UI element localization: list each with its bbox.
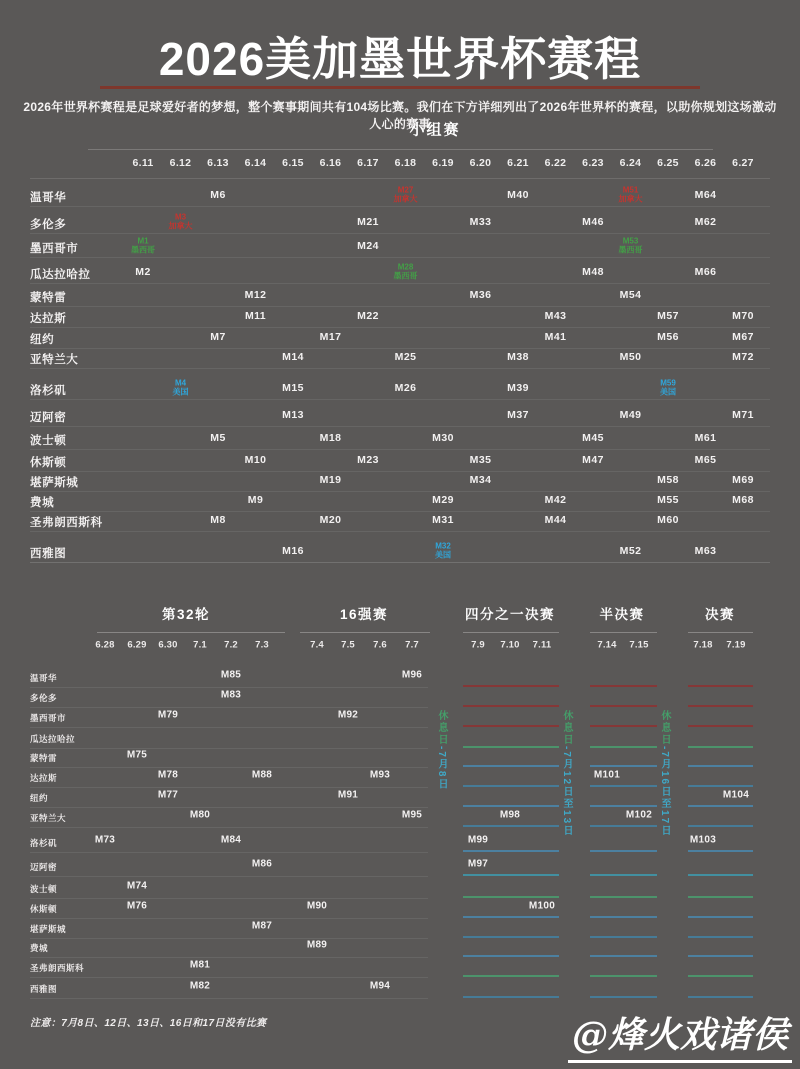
match-number: M32: [435, 541, 451, 551]
match-number: M65: [694, 454, 717, 466]
bracket-slot-line: [590, 955, 657, 957]
match-number: M5: [210, 432, 226, 444]
bracket-slot-line: [688, 805, 753, 807]
match-country-tag: 墨西哥: [618, 245, 643, 254]
date-header: 6.15: [282, 157, 304, 169]
match-number: M26: [394, 382, 417, 394]
match-number: M67: [732, 331, 754, 343]
match-badge: [394, 264, 418, 281]
separator-line: [30, 348, 770, 349]
round-heading: 决赛: [705, 607, 735, 622]
match-number: M39: [507, 382, 529, 394]
match-number: M28: [397, 262, 414, 272]
bracket-slot-line: [590, 805, 657, 807]
match-number: M43: [544, 310, 567, 322]
match-number: M97: [467, 858, 489, 870]
match-number: M95: [401, 809, 423, 821]
bracket-slot-line: [688, 936, 753, 938]
separator-line: [30, 938, 428, 939]
date-header: 7.11: [532, 639, 552, 651]
rest-day-note: [561, 710, 571, 837]
separator-line: [30, 807, 428, 808]
rest-day-tail: -7月12日至13日: [561, 746, 572, 838]
bracket-slot-line: [463, 825, 559, 827]
city-label: 达拉斯: [30, 773, 58, 783]
match-badge: [619, 187, 643, 204]
date-header: 7.18: [693, 639, 713, 651]
city-label: 费城: [30, 943, 49, 953]
match-number: M89: [306, 939, 328, 951]
match-country-tag: 美国: [435, 550, 451, 559]
match-number: M31: [432, 514, 454, 526]
city-label: 墨西哥市: [30, 243, 79, 255]
match-badge: [619, 238, 643, 255]
city-label: 达拉斯: [30, 313, 67, 325]
match-number: M75: [126, 749, 148, 761]
bracket-slot-line: [590, 936, 657, 938]
match-number: M78: [157, 769, 179, 781]
match-number: M50: [619, 351, 642, 363]
date-header: 6.13: [207, 157, 229, 169]
match-number: M94: [369, 980, 391, 992]
date-header: 7.10: [500, 639, 520, 651]
date-header: 6.17: [357, 157, 379, 169]
separator-line: [30, 787, 428, 788]
date-header: 6.11: [132, 157, 154, 169]
date-header: 7.6: [373, 639, 387, 651]
date-header: 7.3: [255, 639, 269, 651]
match-number: M22: [357, 310, 379, 322]
match-number: M13: [282, 409, 304, 421]
match-number: M47: [582, 454, 604, 466]
separator-line: [97, 632, 285, 633]
match-number: M36: [469, 289, 492, 301]
separator-line: [30, 562, 770, 563]
date-header: 6.22: [544, 157, 567, 169]
bracket-slot-line: [688, 955, 753, 957]
bracket-slot-line: [688, 785, 753, 787]
match-number: M98: [499, 809, 521, 821]
match-country-tag: 加拿大: [618, 194, 643, 203]
separator-line: [30, 491, 770, 492]
bracket-slot-line: [463, 916, 559, 918]
rest-day-head: 休息日: [436, 710, 447, 746]
bracket-slot-line: [688, 996, 753, 998]
match-number: M29: [432, 494, 454, 506]
separator-line: [30, 876, 428, 877]
match-number: M61: [694, 432, 717, 444]
city-label: 西雅图: [30, 984, 58, 994]
separator-line: [30, 368, 770, 369]
separator-line: [688, 632, 753, 633]
separator-line: [88, 149, 713, 150]
subtitle: 2026年世界杯赛程是足球爱好者的梦想，整个赛事期间共有104场比赛。我们在下方详细列出了2026年世界杯的赛程，以助你规划这场激动人心的赛事: [23, 100, 777, 131]
match-number: M86: [251, 858, 273, 870]
bracket-slot-line: [688, 975, 753, 977]
match-number: M7: [210, 331, 226, 343]
group-stage-heading: 小组赛: [409, 121, 461, 139]
city-label: 费城: [30, 497, 55, 509]
city-label: 休斯顿: [30, 457, 67, 469]
match-country-tag: 墨西哥: [393, 271, 418, 280]
match-number: M99: [467, 834, 489, 846]
bracket-slot-line: [590, 765, 657, 767]
match-badge: [131, 238, 155, 255]
match-number: M62: [694, 216, 717, 228]
bracket-slot-line: [463, 805, 559, 807]
match-badge: [660, 380, 676, 397]
city-label: 亚特兰大: [30, 354, 79, 366]
city-label: 圣弗朗西斯科: [30, 517, 103, 529]
match-number: M48: [582, 266, 604, 278]
match-badge: [435, 543, 451, 560]
match-number: M76: [126, 900, 148, 912]
city-label: 堪萨斯城: [30, 477, 79, 489]
bracket-slot-line: [688, 874, 753, 876]
match-number: M56: [657, 331, 679, 343]
date-header: 6.14: [244, 157, 267, 169]
rest-day-tail: -7月8日: [436, 746, 447, 791]
match-number: M8: [210, 514, 226, 526]
city-label: 墨西哥市: [30, 713, 67, 723]
city-label: 瓜达拉哈拉: [30, 734, 76, 744]
city-label: 温哥华: [30, 192, 67, 204]
city-label: 多伦多: [30, 219, 67, 231]
city-label: 亚特兰大: [30, 813, 67, 823]
match-number: M71: [732, 409, 754, 421]
match-number: M46: [582, 216, 604, 228]
date-header: 7.1: [193, 639, 207, 651]
page-title: 2026美加墨世界杯赛程: [158, 33, 642, 85]
separator-line: [463, 632, 559, 633]
date-header: 7.14: [597, 639, 617, 651]
separator-line: [30, 426, 770, 427]
date-header: 7.5: [341, 639, 355, 651]
match-number: M4: [174, 378, 187, 388]
city-label: 波士顿: [30, 435, 67, 447]
match-number: M55: [657, 494, 679, 506]
match-number: M15: [282, 382, 304, 394]
date-header: 7.19: [726, 639, 746, 651]
separator-line: [30, 399, 770, 400]
match-number: M90: [306, 900, 328, 912]
match-number: M60: [657, 514, 679, 526]
date-header: 6.18: [394, 157, 417, 169]
match-number: M73: [94, 834, 116, 846]
bracket-slot-line: [463, 874, 559, 876]
match-number: M80: [189, 809, 211, 821]
bracket-slot-line: [688, 916, 753, 918]
title-underline: [100, 86, 700, 89]
city-label: 波士顿: [30, 884, 58, 894]
match-number: M72: [732, 351, 754, 363]
round-heading: 四分之一决赛: [465, 607, 555, 622]
city-label: 纽约: [30, 334, 55, 346]
bracket-slot-line: [463, 896, 559, 898]
match-number: M63: [694, 545, 717, 557]
match-number: M23: [357, 454, 379, 466]
match-number: M79: [157, 709, 179, 721]
separator-line: [30, 531, 770, 532]
match-badge: [173, 380, 189, 397]
rest-day-tail: -7月16日至17日: [659, 746, 670, 838]
rest-day-head: 休息日: [659, 710, 670, 746]
match-country-tag: 加拿大: [168, 221, 193, 230]
match-number: M49: [619, 409, 642, 421]
match-number: M10: [244, 454, 267, 466]
date-header: 7.9: [471, 639, 485, 651]
date-header: 6.25: [657, 157, 679, 169]
match-number: M44: [544, 514, 567, 526]
separator-line: [30, 767, 428, 768]
match-number: M42: [544, 494, 567, 506]
match-number: M34: [469, 474, 492, 486]
match-number: M83: [220, 689, 242, 701]
match-number: M9: [247, 494, 264, 506]
match-number: M88: [251, 769, 273, 781]
separator-line: [30, 852, 428, 853]
bracket-slot-line: [590, 685, 657, 687]
separator-line: [30, 918, 428, 919]
match-number: M14: [282, 351, 304, 363]
city-label: 休斯顿: [30, 904, 58, 914]
match-number: M40: [507, 189, 529, 201]
separator-line: [30, 306, 770, 307]
city-label: 西雅图: [30, 548, 67, 560]
date-header: 7.15: [629, 639, 649, 651]
bracket-slot-line: [590, 785, 657, 787]
separator-line: [30, 233, 770, 234]
bracket-slot-line: [590, 896, 657, 898]
match-number: M101: [593, 769, 621, 781]
city-label: 洛杉矶: [30, 838, 58, 848]
rest-day-head: 休息日: [561, 710, 572, 746]
match-number: M38: [507, 351, 529, 363]
match-number: M27: [397, 185, 414, 195]
match-country-tag: 墨西哥: [131, 245, 155, 254]
match-number: M103: [689, 834, 717, 846]
match-number: M85: [220, 669, 242, 681]
match-number: M104: [722, 789, 750, 801]
match-number: M96: [401, 669, 423, 681]
separator-line: [30, 957, 428, 958]
bracket-slot-line: [463, 685, 559, 687]
bracket-slot-line: [590, 825, 657, 827]
city-label: 瓜达拉哈拉: [30, 269, 91, 281]
bracket-slot-line: [590, 705, 657, 707]
match-number: M3: [174, 212, 187, 222]
city-label: 多伦多: [30, 693, 58, 703]
date-header: 6.24: [619, 157, 642, 169]
match-number: M91: [337, 789, 359, 801]
date-header: 6.26: [694, 157, 717, 169]
match-number: M74: [126, 880, 148, 892]
match-number: M54: [619, 289, 642, 301]
bracket-slot-line: [463, 975, 559, 977]
rest-day-note: [436, 710, 446, 790]
match-number: M30: [432, 432, 454, 444]
match-number: M84: [220, 834, 242, 846]
date-header: 6.28: [95, 639, 115, 651]
city-label: 洛杉矶: [30, 385, 67, 397]
match-number: M93: [369, 769, 391, 781]
bracket-slot-line: [688, 746, 753, 748]
bracket-slot-line: [590, 874, 657, 876]
match-country-tag: 美国: [172, 387, 189, 396]
bracket-slot-line: [590, 850, 657, 852]
separator-line: [30, 827, 428, 828]
bracket-slot-line: [688, 725, 753, 727]
city-label: 纽约: [30, 793, 49, 803]
bracket-slot-line: [463, 996, 559, 998]
match-number: M21: [357, 216, 379, 228]
match-number: M33: [469, 216, 492, 228]
match-number: M37: [507, 409, 529, 421]
separator-line: [300, 632, 430, 633]
round-heading: 半决赛: [599, 607, 645, 622]
date-header: 6.19: [432, 157, 454, 169]
match-number: M57: [657, 310, 679, 322]
match-number: M52: [619, 545, 642, 557]
match-number: M41: [544, 331, 567, 343]
bracket-slot-line: [590, 996, 657, 998]
date-header: 6.29: [127, 639, 147, 651]
date-header: 6.20: [469, 157, 492, 169]
separator-line: [30, 449, 770, 450]
bracket-slot-line: [688, 705, 753, 707]
match-number: M92: [337, 709, 359, 721]
match-number: M51: [622, 185, 639, 195]
date-header: 6.16: [319, 157, 342, 169]
round-heading: 第32轮: [161, 607, 211, 622]
bracket-slot-line: [688, 825, 753, 827]
match-number: M64: [694, 189, 717, 201]
bracket-slot-line: [463, 765, 559, 767]
date-header: 6.27: [732, 157, 754, 169]
separator-line: [30, 687, 428, 688]
separator-line: [30, 327, 770, 328]
match-number: M77: [157, 789, 179, 801]
match-number: M19: [319, 474, 342, 486]
bracket-slot-line: [463, 746, 559, 748]
separator-line: [30, 898, 428, 899]
separator-line: [30, 707, 428, 708]
city-label: 堪萨斯城: [30, 924, 67, 934]
match-number: M82: [189, 980, 211, 992]
city-label: 迈阿密: [30, 412, 67, 424]
bracket-slot-line: [463, 936, 559, 938]
city-label: 蒙特雷: [30, 292, 67, 304]
city-label: 蒙特雷: [30, 753, 58, 763]
match-number: M18: [319, 432, 342, 444]
match-number: M102: [625, 809, 653, 821]
match-number: M45: [582, 432, 604, 444]
bracket-slot-line: [463, 955, 559, 957]
match-number: M70: [732, 310, 754, 322]
separator-line: [30, 998, 428, 999]
city-label: 温哥华: [30, 673, 58, 683]
date-header: 6.12: [169, 157, 192, 169]
date-header: 7.4: [310, 639, 324, 651]
bracket-slot-line: [463, 785, 559, 787]
separator-line: [30, 977, 428, 978]
separator-line: [30, 748, 428, 749]
match-country-tag: 美国: [660, 387, 676, 396]
separator-line: [590, 632, 657, 633]
separator-line: [30, 257, 770, 258]
bracket-slot-line: [590, 746, 657, 748]
city-label: 迈阿密: [30, 862, 58, 872]
match-number: M81: [189, 959, 211, 971]
match-number: M24: [357, 240, 379, 252]
city-label: 圣弗朗西斯科: [30, 963, 85, 973]
bracket-slot-line: [688, 850, 753, 852]
separator-line: [30, 178, 770, 179]
match-number: M68: [732, 494, 754, 506]
match-number: M69: [732, 474, 754, 486]
separator-line: [30, 283, 770, 284]
bracket-slot-line: [463, 705, 559, 707]
match-number: M35: [469, 454, 492, 466]
match-number: M20: [319, 514, 342, 526]
round-heading: 16强赛: [339, 607, 389, 622]
match-number: M59: [660, 378, 676, 388]
bracket-slot-line: [463, 725, 559, 727]
match-number: M12: [244, 289, 267, 301]
separator-line: [30, 727, 428, 728]
match-number: M16: [282, 545, 304, 557]
match-country-tag: 加拿大: [393, 194, 418, 203]
match-number: M2: [135, 266, 151, 278]
match-number: M53: [622, 236, 639, 246]
date-header: 6.23: [582, 157, 604, 169]
date-header: 7.2: [224, 639, 238, 651]
date-header: 7.7: [405, 639, 419, 651]
date-header: 6.30: [158, 639, 178, 651]
footnote: 注意：7月8日、12日、13日、16日和17日没有比赛: [30, 1018, 267, 1029]
bracket-slot-line: [590, 725, 657, 727]
separator-line: [30, 511, 770, 512]
rest-day-note: [659, 710, 669, 837]
match-number: M100: [528, 900, 556, 912]
separator-line: [30, 471, 770, 472]
match-number: M11: [244, 310, 267, 322]
match-number: M66: [694, 266, 717, 278]
bracket-slot-line: [463, 850, 559, 852]
date-header: 6.21: [507, 157, 529, 169]
match-number: M25: [394, 351, 417, 363]
match-badge: [169, 214, 193, 231]
bracket-slot-line: [688, 765, 753, 767]
match-number: M87: [251, 920, 273, 932]
bracket-slot-line: [590, 975, 657, 977]
bracket-slot-line: [590, 916, 657, 918]
match-number: M17: [319, 331, 342, 343]
match-number: M1: [137, 236, 149, 246]
match-number: M6: [210, 189, 226, 201]
watermark: @烽火戏诸侯: [568, 1007, 792, 1063]
match-number: M58: [657, 474, 679, 486]
bracket-slot-line: [688, 685, 753, 687]
bracket-slot-line: [688, 896, 753, 898]
separator-line: [30, 206, 770, 207]
match-badge: [394, 187, 418, 204]
